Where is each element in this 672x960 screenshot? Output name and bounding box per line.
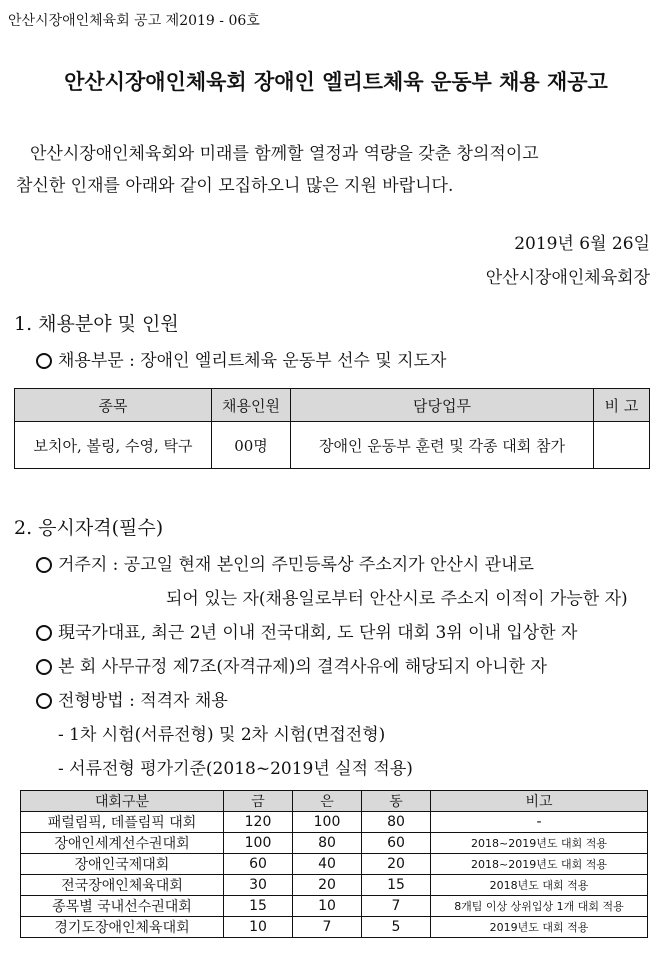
criteria-gold: 30 <box>224 875 293 896</box>
evaluation-criteria-line: - 서류전형 평가기준(2018~2019년 실적 적용) <box>58 759 413 779</box>
criteria-silver: 40 <box>293 854 362 875</box>
criteria-bronze: 7 <box>362 896 431 917</box>
criteria-note: 2019년도 대회 적용 <box>431 917 648 938</box>
selection-method-text: 전형방법 : 적격자 채용 <box>58 691 228 711</box>
criteria-event: 패럴림픽, 데플림픽 대회 <box>21 812 224 833</box>
circle-bullet-icon <box>36 557 52 573</box>
criteria-bronze: 20 <box>362 854 431 875</box>
table-row <box>21 854 648 875</box>
criteria-gold: 15 <box>224 896 293 917</box>
circle-bullet-icon <box>36 659 52 675</box>
table-cell-count: 00명 <box>212 422 291 469</box>
criteria-note: 2018~2019년도 대회 적용 <box>431 833 648 854</box>
table-row <box>21 917 648 938</box>
circle-bullet-icon <box>36 353 52 369</box>
intro-paragraph <box>16 138 646 202</box>
selection-step-line: - 1차 시험(서류전형) 및 2차 시험(면접전형) <box>58 725 386 745</box>
criteria-event: 경기도장애인체육대회 <box>21 917 224 938</box>
circle-bullet-icon <box>36 625 52 641</box>
criteria-header-event: 대회구분 <box>21 791 224 812</box>
circle-bullet-icon <box>36 693 52 709</box>
intro-line-1: 안산시장애인체육회와 미래를 함께할 열정과 역량을 갖춘 창의적이고 <box>30 144 539 164</box>
qualification-regulation-text: 본 회 사무규정 제7조(자격규제)의 결격사유에 해당되지 아니한 자 <box>58 657 547 677</box>
criteria-event: 전국장애인체육대회 <box>21 875 224 896</box>
recruitment-table <box>14 388 650 469</box>
selection-method <box>36 686 228 711</box>
criteria-event: 종목별 국내선수권대회 <box>21 896 224 917</box>
criteria-silver: 100 <box>293 812 362 833</box>
table-header-sport: 종목 <box>15 389 212 422</box>
criteria-note: 2018~2019년도 대회 적용 <box>431 854 648 875</box>
table-header-count: 채용인원 <box>212 389 291 422</box>
criteria-gold: 60 <box>224 854 293 875</box>
criteria-table <box>20 790 648 938</box>
qualification-national <box>36 618 577 643</box>
criteria-silver: 10 <box>293 896 362 917</box>
criteria-header-note: 비고 <box>431 791 648 812</box>
criteria-header-gold: 금 <box>224 791 293 812</box>
table-row <box>21 896 648 917</box>
criteria-note: 2018년도 대회 적용 <box>431 875 648 896</box>
criteria-bronze: 5 <box>362 917 431 938</box>
table-cell-sport: 보치아, 볼링, 수영, 탁구 <box>15 422 212 469</box>
qualification-residence-line1: 거주지 : 공고일 현재 본인의 주민등록상 주소지가 안산시 관내로 <box>58 555 534 575</box>
criteria-event: 장애인세계선수권대회 <box>21 833 224 854</box>
notice-date: 2019년 6월 26일 <box>514 234 650 254</box>
organization-name: 안산시장애인체육회장 <box>485 268 650 288</box>
table-cell-note <box>594 422 650 469</box>
qualification-regulation <box>36 652 547 677</box>
table-row <box>21 833 648 854</box>
criteria-silver: 80 <box>293 833 362 854</box>
table-row <box>21 875 648 896</box>
section1-item-text: 채용부문 : 장애인 엘리트체육 운동부 선수 및 지도자 <box>58 351 447 371</box>
table-header-duty: 담당업무 <box>291 389 594 422</box>
criteria-header-silver: 은 <box>293 791 362 812</box>
criteria-header-bronze: 동 <box>362 791 431 812</box>
section1-heading: 1. 채용분야 및 인원 <box>14 313 179 335</box>
criteria-silver: 20 <box>293 875 362 896</box>
criteria-gold: 100 <box>224 833 293 854</box>
intro-line-2: 참신한 인재를 아래와 같이 모집하오니 많은 지원 바랍니다. <box>16 176 454 196</box>
table-cell-duty: 장애인 운동부 훈련 및 각종 대회 참가 <box>291 422 594 469</box>
qualification-national-text: 現국가대표, 최근 2년 이내 전국대회, 도 단위 대회 3위 이내 입상한 자 <box>58 623 578 643</box>
section1-item <box>36 346 446 371</box>
table-header-note: 비 고 <box>594 389 650 422</box>
criteria-bronze: 15 <box>362 875 431 896</box>
criteria-note: - <box>431 812 648 833</box>
qualification-residence-line2: 되어 있는 자(채용일로부터 안산시로 주소지 이적이 가능한 자) <box>166 589 628 609</box>
criteria-bronze: 80 <box>362 812 431 833</box>
criteria-note: 8개팀 이상 상위입상 1개 대회 적용 <box>431 896 648 917</box>
criteria-gold: 120 <box>224 812 293 833</box>
criteria-silver: 7 <box>293 917 362 938</box>
section2-heading: 2. 응시자격(필수) <box>14 517 164 539</box>
criteria-bronze: 60 <box>362 833 431 854</box>
document-title: 안산시장애인체육회 장애인 엘리트체육 운동부 채용 재공고 <box>64 70 608 94</box>
qualification-residence <box>36 550 534 575</box>
criteria-gold: 10 <box>224 917 293 938</box>
table-row <box>21 812 648 833</box>
criteria-event: 장애인국제대회 <box>21 854 224 875</box>
notice-number: 안산시장애인체육회 공고 제2019 - 06호 <box>8 13 260 29</box>
